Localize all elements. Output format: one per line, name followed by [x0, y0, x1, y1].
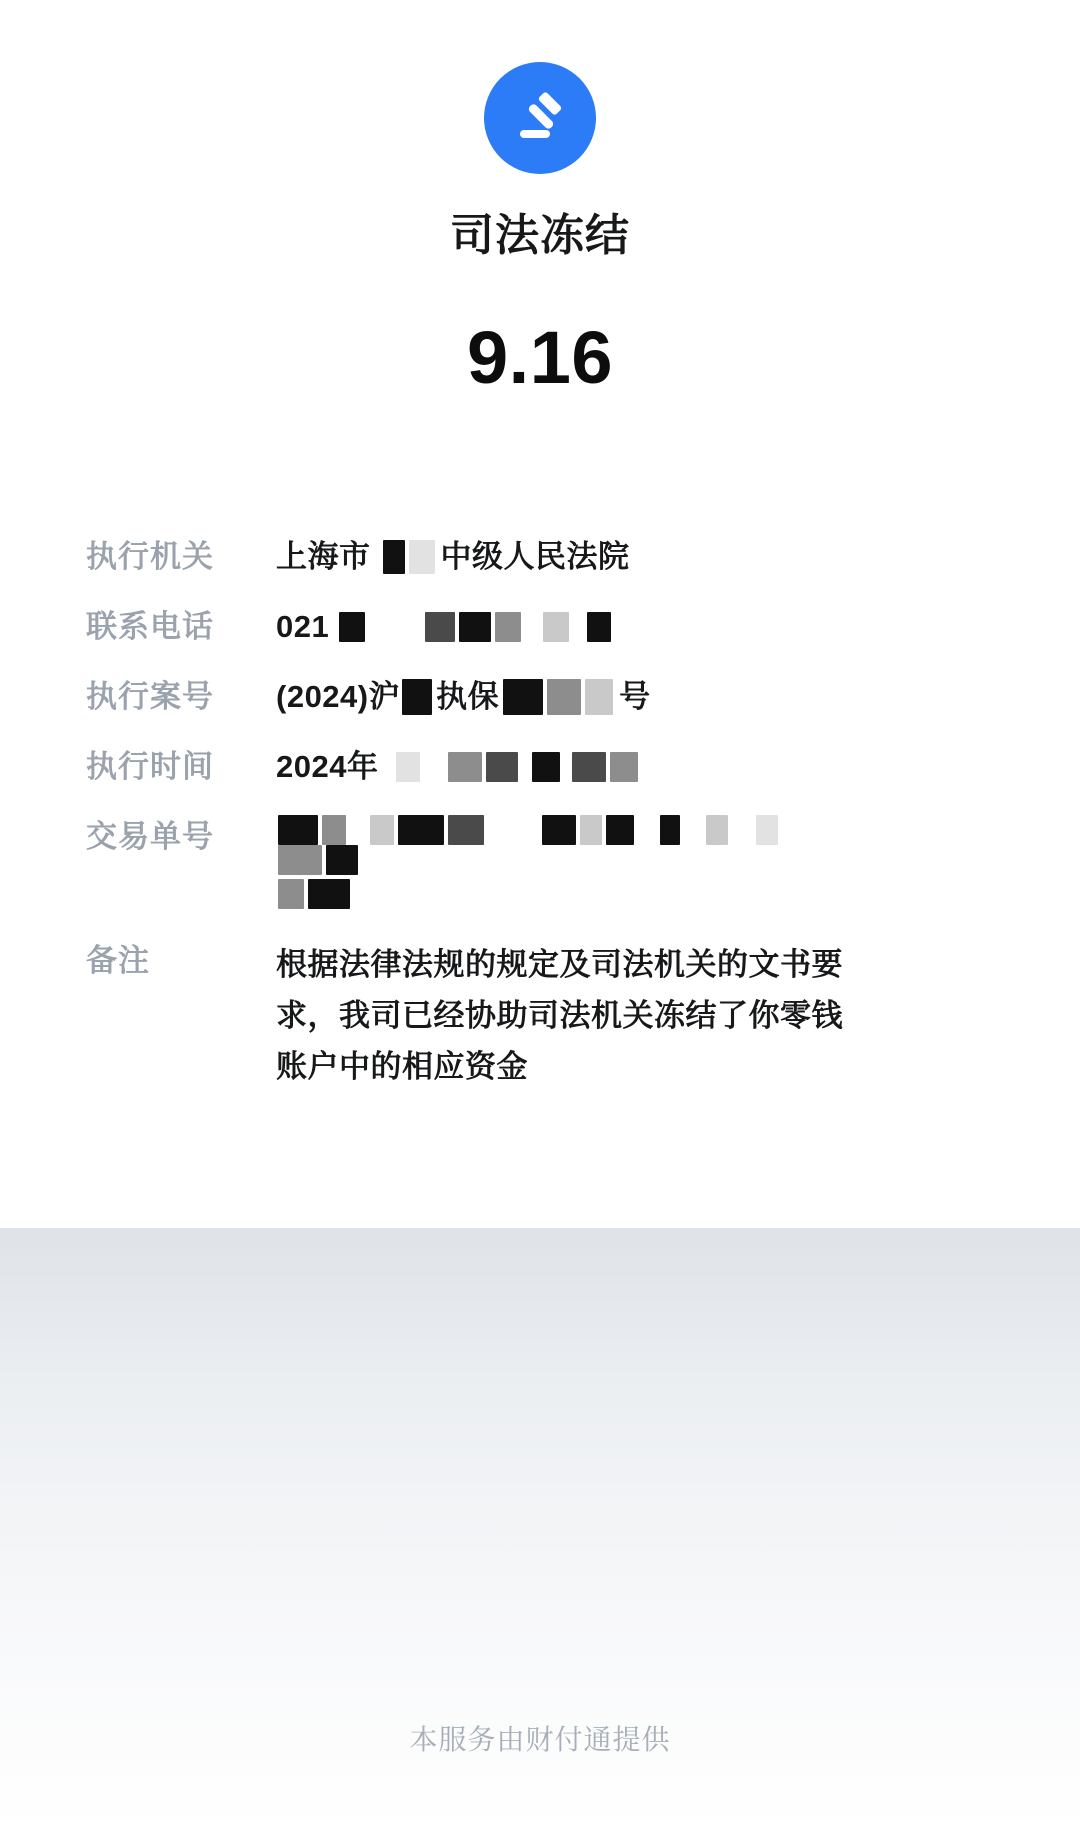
row-label-phone: 联系电话	[86, 608, 214, 644]
redaction-block	[396, 752, 420, 782]
redaction-block	[547, 679, 581, 715]
row-value-note: 根据法律法规的规定及司法机关的文书要求，我司已经协助司法机关冻结了你零钱账户中的相应资金	[276, 946, 843, 1084]
redaction-block	[587, 612, 611, 642]
redaction-block	[495, 612, 521, 642]
agency-prefix: 上海市	[276, 538, 371, 574]
redaction-block	[606, 815, 634, 845]
page-title: 司法冻结	[450, 211, 630, 260]
redaction-block	[486, 752, 518, 782]
redaction-block	[398, 815, 444, 845]
bottom-gradient-area	[0, 1228, 1080, 1826]
table-row	[86, 535, 1000, 579]
redaction-block	[756, 815, 778, 845]
redaction-block	[448, 752, 482, 782]
case-suffix: 号	[619, 678, 651, 714]
row-label-transaction-no: 交易单号	[86, 818, 214, 854]
row-value-transaction-no-line2	[276, 879, 1000, 909]
redaction-block	[370, 815, 394, 845]
redaction-block	[660, 815, 680, 845]
redaction-block	[339, 612, 365, 642]
case-mid: 执保	[436, 678, 500, 714]
redaction-block	[409, 540, 435, 574]
service-provider-note: 本服务由财付通提供	[409, 1724, 671, 1755]
redaction-block	[503, 679, 543, 715]
redaction-block	[278, 815, 318, 845]
table-row	[86, 815, 1000, 875]
redaction-block	[580, 815, 602, 845]
redaction-block	[585, 679, 613, 715]
details-list	[0, 535, 1080, 1092]
case-prefix: (2024)沪	[276, 678, 401, 714]
redaction-block	[425, 612, 455, 642]
table-row	[86, 745, 1000, 789]
gavel-icon	[484, 62, 596, 174]
redaction-block	[322, 815, 346, 845]
redaction-block	[448, 815, 484, 845]
redaction-block	[326, 845, 358, 875]
agency-suffix: 中级人民法院	[440, 538, 630, 574]
row-value-transaction-no	[276, 815, 876, 875]
redaction-block	[572, 752, 606, 782]
redaction-block	[308, 879, 350, 909]
table-row	[86, 605, 1000, 649]
redaction-block	[278, 845, 322, 875]
header-icon-wrap	[0, 62, 1080, 174]
phone-prefix: 021	[276, 608, 330, 644]
row-label-agency: 执行机关	[86, 538, 214, 574]
row-value-case-no	[276, 675, 1000, 719]
redaction-block	[459, 612, 491, 642]
redaction-block	[706, 815, 728, 845]
redaction-block	[610, 752, 638, 782]
redaction-block	[532, 752, 560, 782]
redaction-block	[278, 879, 304, 909]
redaction-block	[402, 679, 432, 715]
row-value-phone	[276, 605, 1000, 649]
row-value-exec-time	[276, 745, 1000, 789]
row-label-case-no: 执行案号	[86, 678, 214, 714]
time-prefix: 2024年	[276, 748, 379, 784]
redaction-block	[542, 815, 576, 845]
redaction-block	[543, 612, 569, 642]
amount-value: 9.16	[466, 315, 614, 399]
table-row-note	[86, 939, 1000, 1092]
redaction-block	[383, 540, 405, 574]
row-label-note: 备注	[86, 942, 150, 978]
table-row	[86, 675, 1000, 719]
row-value-agency	[276, 535, 1000, 579]
table-row-continuation	[86, 879, 1000, 909]
row-label-exec-time: 执行时间	[86, 748, 214, 784]
